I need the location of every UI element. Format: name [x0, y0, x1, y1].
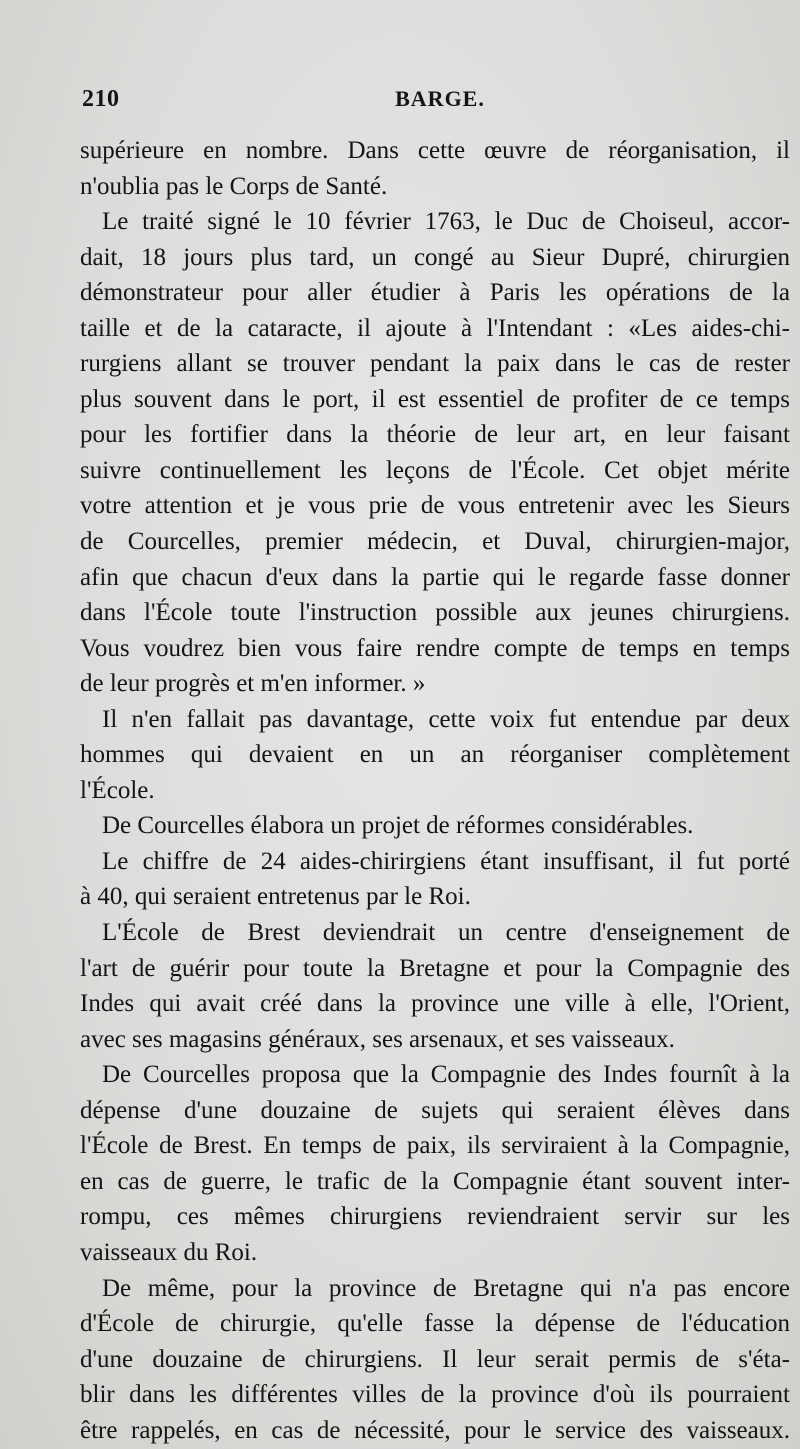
text-line: avec ses magasins généraux, ses arsenaux, et ses vaisseaux. — [80, 1025, 675, 1053]
text-line: à 40, qui seraient entretenus par le Roi. — [80, 883, 471, 911]
text-line: Le traité signé le 10 février 1763, le Duc de Choiseul, accor- — [102, 208, 790, 236]
text-line: rompu, ces mêmes chirurgiens reviendraient servir sur les — [80, 1203, 790, 1231]
body-text — [80, 133, 790, 1448]
text-line: de leur progrès et m'en informer. » — [80, 670, 426, 698]
text-line: De Courcelles élabora un projet de réformes considérables. — [102, 812, 694, 840]
text-line: dans l'École toute l'instruction possible aux jeunes chirurgiens. — [80, 599, 790, 627]
text-line: De même, pour la province de Bretagne qui n'a pas encore — [102, 1274, 790, 1302]
text-line: afin que chacun d'eux dans la partie qui le regarde fasse donner — [80, 563, 790, 591]
text-line: dépense d'une douzaine de sujets qui seraient élèves dans — [80, 1096, 790, 1124]
text-line: Le chiffre de 24 aides-chirirgiens étant insuffisant, il fut porté — [102, 847, 790, 875]
text-line: Indes qui avait créé dans la province une ville à elle, l'Orient, — [80, 990, 790, 1018]
text-line: suivre continuellement les leçons de l'École. Cet objet mérite — [80, 456, 790, 484]
text-line: taille et de la cataracte, il ajoute à l'Intendant : «Les aides-chi- — [80, 314, 790, 342]
text-line: en cas de guerre, le trafic de la Compagnie étant souvent inter- — [80, 1167, 790, 1195]
text-line: dait, 18 jours plus tard, un congé au Sieur Dupré, chirurgien — [80, 243, 790, 271]
text-line: être rappelés, en cas de nécessité, pour le service des vaisseaux. — [80, 1416, 790, 1444]
text-line: plus souvent dans le port, il est essentiel de profiter de ce temps — [80, 385, 790, 413]
text-line: Il n'en fallait pas davantage, cette voix fut entendue par deux — [102, 705, 790, 733]
text-line: supérieure en nombre. Dans cette œuvre de réorganisation, il — [80, 137, 790, 164]
page-number: 210 — [82, 86, 120, 112]
text-line: de Courcelles, premier médecin, et Duval, chirurgien-major, — [80, 528, 790, 556]
text-line: d'École de chirurgie, qu'elle fasse la dépense de l'éducation — [80, 1310, 790, 1338]
text-line: d'une douzaine de chirurgiens. Il leur serait permis de s'éta- — [80, 1345, 790, 1373]
text-line: blir dans les différentes villes de la province d'où ils pourraient — [80, 1381, 790, 1409]
page-header — [82, 86, 782, 122]
text-line: démonstrateur pour aller étudier à Paris les opérations de la — [80, 279, 790, 307]
text-line: vaisseaux du Roi. — [80, 1238, 258, 1266]
running-title: BARGE. — [395, 86, 485, 111]
text-line: l'École de Brest. En temps de paix, ils serviraient à la Compagnie, — [80, 1132, 790, 1160]
text-line: n'oublia pas le Corps de Santé. — [80, 172, 388, 200]
text-line: L'École de Brest deviendrait un centre d'enseignement de — [102, 919, 790, 947]
text-line: pour les fortifier dans la théorie de leur art, en leur faisant — [80, 421, 790, 449]
text-line: hommes qui devaient en un an réorganiser complètement — [80, 741, 790, 769]
text-line: l'art de guérir pour toute la Bretagne et pour la Compagnie des — [80, 954, 790, 982]
text-line: De Courcelles proposa que la Compagnie des Indes fournît à la — [102, 1061, 790, 1089]
text-line: rurgiens allant se trouver pendant la paix dans le cas de rester — [80, 350, 790, 378]
text-line: l'École. — [80, 776, 155, 804]
text-line: Vous voudrez bien vous faire rendre compte de temps en temps — [80, 634, 790, 662]
text-line: votre attention et je vous prie de vous entretenir avec les Sieurs — [80, 492, 790, 520]
